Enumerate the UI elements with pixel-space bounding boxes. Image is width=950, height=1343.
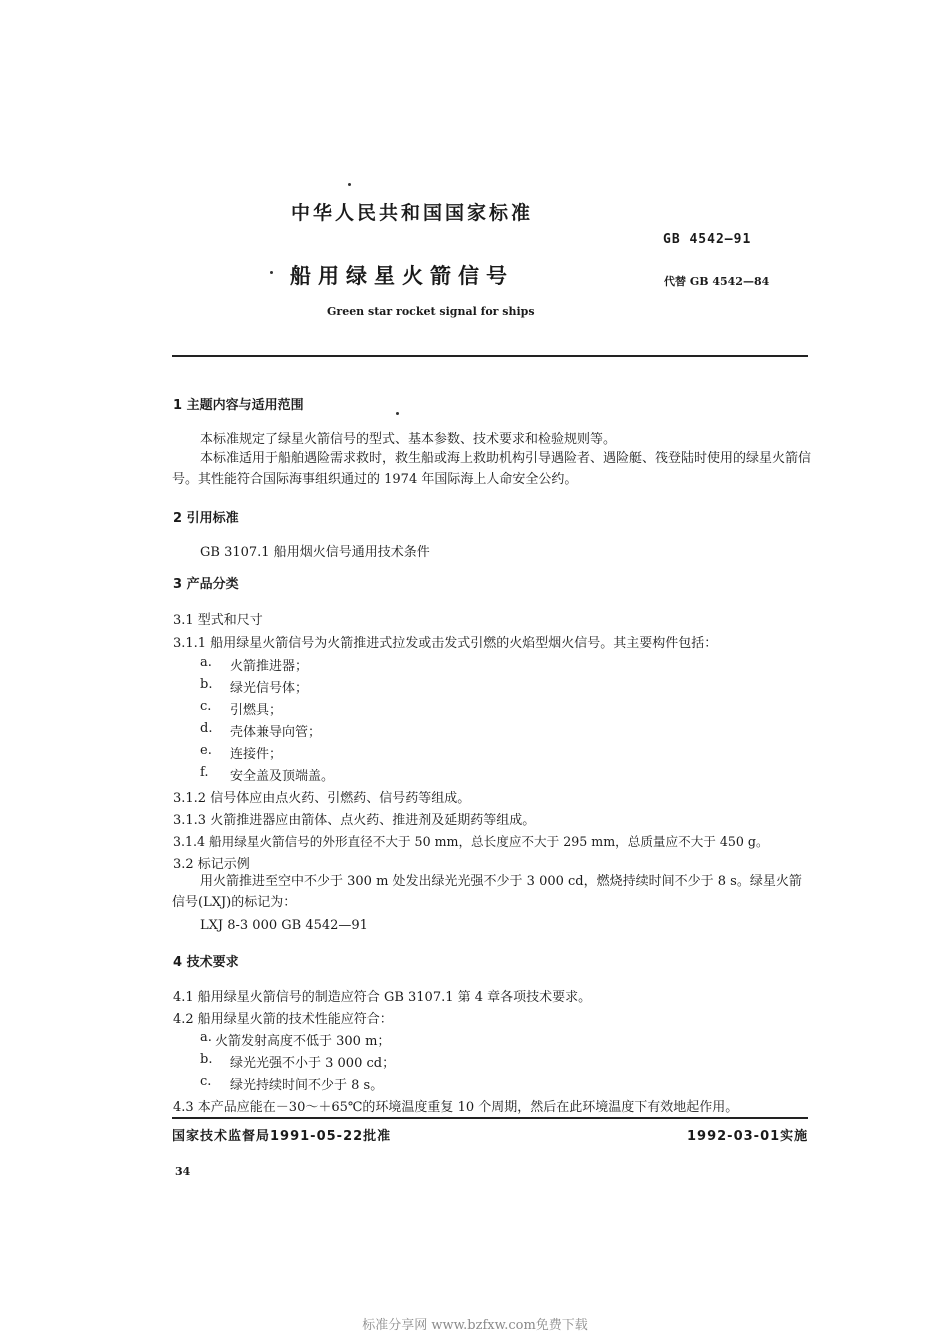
list-item-text: 绿光信号体；: [230, 681, 309, 696]
list-item-label: a.: [200, 655, 212, 670]
list-item-text: 绿光持续时间不少于 8 s。: [230, 1078, 384, 1093]
watermark: 标准分享网 www.bzfxw.com免费下载: [362, 1318, 588, 1333]
clause-3-1-2: 3.1.2 信号体应由点火药、引燃药、信号药等组成。: [173, 791, 471, 806]
list-item-text: 引燃具；: [230, 703, 283, 718]
section-1-paragraph-1: 本标准规定了绿星火箭信号的型式、基本参数、技术要求和检验规则等。: [200, 432, 617, 447]
section-1-heading: 1 主题内容与适用范围: [173, 398, 304, 413]
list-item-text: 安全盖及顶端盖。: [230, 769, 335, 784]
clause-3-1: 3.1 型式和尺寸: [173, 613, 263, 628]
list-item-label: f.: [200, 765, 209, 780]
english-title: Green star rocket signal for ships: [327, 305, 535, 318]
effective-date: 1992-03-01实施: [687, 1129, 809, 1144]
normative-reference: GB 3107.1 船用烟火信号通用技术条件: [200, 545, 430, 560]
list-item-label: c.: [200, 699, 212, 714]
approval-date: 国家技术监督局1991-05-22批准: [172, 1129, 392, 1144]
list-item-text: 连接件；: [230, 747, 283, 762]
footer-divider: [172, 1117, 808, 1119]
clause-4-1: 4.1 船用绿星火箭信号的制造应符合 GB 3107.1 第 4 章各项技术要求。: [173, 990, 592, 1005]
list-item-label: b.: [200, 677, 213, 692]
list-item-label: c.: [200, 1074, 212, 1089]
list-item-text: 火箭发射高度不低于 300 m；: [215, 1034, 391, 1049]
section-2-heading: 2 引用标准: [173, 511, 239, 526]
clause-3-2: 3.2 标记示例: [173, 857, 250, 872]
page-number: 34: [175, 1165, 191, 1178]
standard-number: GB 4542—91: [663, 232, 752, 247]
clause-3-1-4: 3.1.4 船用绿星火箭信号的外形直径不大于 50 mm，总长度应不大于 295 mm，总质量应不大于 450 g。: [173, 834, 769, 849]
list-item-label: d.: [200, 721, 213, 736]
section-4-heading: 4 技术要求: [173, 955, 239, 970]
scan-speck: [348, 183, 351, 186]
national-standard-heading: 中华人民共和国国家标准: [291, 202, 534, 224]
scan-speck: [270, 271, 273, 274]
marking-example: LXJ 8-3 000 GB 4542—91: [200, 918, 368, 933]
clause-3-1-3: 3.1.3 火箭推进器应由箭体、点火药、推进剂及延期药等组成。: [173, 813, 536, 828]
clause-4-2: 4.2 船用绿星火箭的技术性能应符合：: [173, 1012, 393, 1027]
document-title: 船用绿星火箭信号: [290, 264, 514, 288]
list-item-text: 绿光光强不小于 3 000 cd；: [230, 1056, 396, 1071]
clause-3-1-1: 3.1.1 船用绿星火箭信号为火箭推进式拉发或击发式引燃的火焰型烟火信号。其主要构件包括：: [173, 636, 718, 651]
list-item-text: 火箭推进器；: [230, 659, 309, 674]
list-item-label: e.: [200, 743, 212, 758]
list-item-text: 壳体兼导向管；: [230, 725, 322, 740]
clause-4-3: 4.3 本产品应能在－30～＋65℃的环境温度重复 10 个周期，然后在此环境温度下有效地起作用。: [173, 1100, 739, 1115]
list-item-label: b.: [200, 1052, 213, 1067]
section-3-heading: 3 产品分类: [173, 577, 239, 592]
marking-example-paragraph: 用火箭推进至空中不少于 300 m 处发出绿光光强不少于 3 000 cd，燃烧持续时间不少于 8 s。绿星火箭信号(LXJ)的标记为：: [172, 874, 802, 910]
section-1-paragraph-2: 本标准适用于船舶遇险需求救时，救生船或海上救助机构引导遇险者、遇险艇、筏登陆时使用的绿星火箭信号。其性能符合国际海事组织通过的 1974 年国际海上人命安全公约。: [172, 451, 812, 487]
header-divider: [172, 355, 808, 357]
scan-speck: [396, 412, 399, 415]
replaces-standard: 代替 GB 4542—84: [664, 275, 770, 288]
list-item-label: a.: [200, 1030, 212, 1045]
